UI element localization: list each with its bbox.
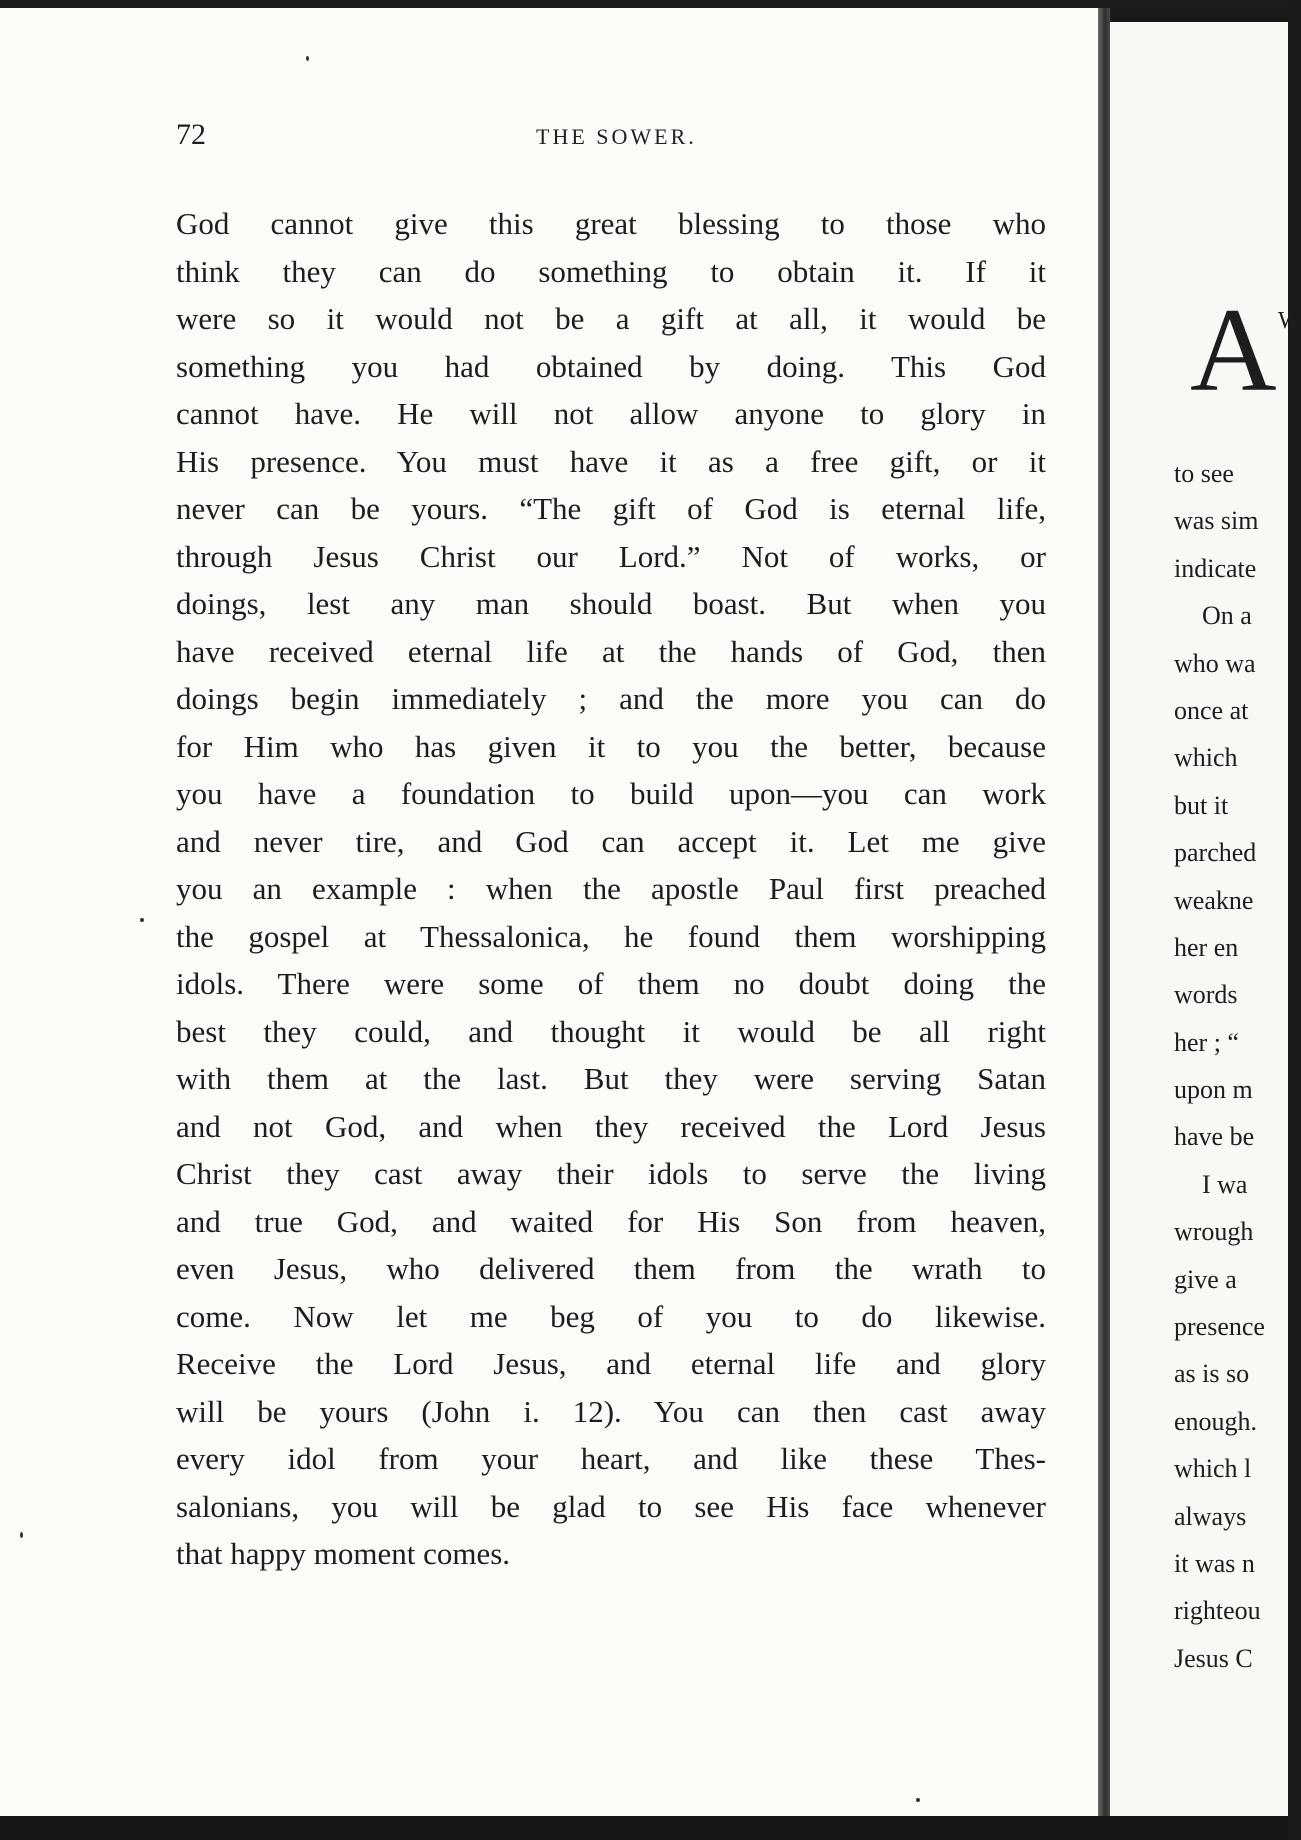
text-line: Receive the Lord Jesus, and eternal life and glory bbox=[176, 1346, 1046, 1381]
text-line: I wa bbox=[1202, 1169, 1248, 1199]
scan-bottom-edge bbox=[0, 1816, 1288, 1840]
text-line: always bbox=[1174, 1501, 1247, 1531]
text-line: His presence. You must have it as a free gift, or it bbox=[176, 443, 1046, 479]
text-line: doings, lest any man should boast. But when you bbox=[176, 586, 1046, 621]
text-line: you have a foundation to build upon—you can work bbox=[176, 776, 1046, 811]
text-line: On a bbox=[1202, 601, 1252, 631]
text-line: idols. There were some of them no doubt doing the bbox=[176, 966, 1046, 1001]
text-line: which l bbox=[1174, 1454, 1252, 1484]
text-line: indicate bbox=[1174, 553, 1257, 583]
book-gutter bbox=[1098, 8, 1110, 1816]
running-head: THE SOWER. bbox=[536, 124, 697, 149]
text-line: were so it would not be a gift at all, it would be bbox=[176, 301, 1046, 336]
text-line: will be yours (John i. 12). You can then cast away bbox=[176, 1393, 1046, 1429]
text-line: have be bbox=[1174, 1122, 1255, 1152]
right-page bbox=[1110, 22, 1301, 1816]
text-line: upon m bbox=[1174, 1075, 1253, 1105]
text-line: her en bbox=[1174, 932, 1239, 962]
text-line: to see bbox=[1174, 459, 1234, 488]
text-line: Jesus C bbox=[1174, 1643, 1253, 1673]
scan-speck bbox=[306, 56, 309, 61]
text-line: and true God, and waited for His Son from heaven, bbox=[176, 1203, 1046, 1239]
text-line: through Jesus Christ our Lord.” Not of works, or bbox=[176, 538, 1046, 574]
text-line: Christ they cast away their idols to serve the living bbox=[176, 1156, 1046, 1191]
scan-speck bbox=[20, 1532, 23, 1538]
right-page-text bbox=[1174, 450, 1265, 1682]
text-line: with them at the last. But they were serving Satan bbox=[176, 1061, 1046, 1096]
text-line: enough. bbox=[1174, 1406, 1258, 1436]
text-line: but it bbox=[1174, 790, 1229, 820]
text-line: every idol from your heart, and like these Thes- bbox=[176, 1441, 1046, 1476]
text-line: come. Now let me beg of you to do likewise. bbox=[176, 1298, 1046, 1334]
text-line: words bbox=[1174, 980, 1238, 1010]
scan-speck bbox=[140, 918, 144, 922]
text-line: cannot have. He will not allow anyone to glory in bbox=[176, 396, 1046, 431]
text-line: was sim bbox=[1174, 506, 1259, 536]
body-text bbox=[176, 200, 1046, 1578]
text-line: and not God, and when they received the Lord Jesus bbox=[176, 1108, 1046, 1144]
text-line: doings begin immediately ; and the more you can do bbox=[176, 681, 1046, 716]
page-number: 72 bbox=[176, 118, 206, 151]
text-line: that happy moment comes. bbox=[176, 1536, 511, 1571]
text-line: and never tire, and God can accept it. Let me give bbox=[176, 823, 1046, 859]
text-line: righteou bbox=[1174, 1596, 1261, 1626]
text-line: have received eternal life at the hands of God, then bbox=[176, 633, 1046, 669]
text-line: for Him who has given it to you the better, because bbox=[176, 728, 1046, 764]
text-line: her ; “ bbox=[1174, 1027, 1239, 1057]
text-line: even Jesus, who delivered them from the wrath to bbox=[176, 1251, 1046, 1286]
text-line: weakne bbox=[1174, 885, 1254, 915]
text-line: something you had obtained by doing. This God bbox=[176, 348, 1046, 384]
text-line: which bbox=[1174, 743, 1238, 773]
text-line: wrough bbox=[1174, 1217, 1254, 1247]
text-line: presence bbox=[1174, 1312, 1265, 1342]
text-line: the gospel at Thessalonica, he found them worshipping bbox=[176, 918, 1046, 954]
text-line: who wa bbox=[1174, 648, 1256, 678]
text-line: salonians, you will be glad to see His face whenever bbox=[176, 1488, 1046, 1524]
drop-cap: A bbox=[1190, 283, 1277, 416]
text-line: it was n bbox=[1174, 1548, 1255, 1578]
text-line: God cannot give this great blessing to those who bbox=[176, 206, 1046, 241]
text-line: best they could, and thought it would be all right bbox=[176, 1013, 1046, 1049]
text-line: you an example : when the apostle Paul first preached bbox=[176, 871, 1046, 906]
text-line: once at bbox=[1174, 695, 1249, 725]
drop-cap-suffix: W bbox=[1278, 308, 1301, 334]
text-line: parched bbox=[1174, 838, 1257, 868]
text-line: think they can do something to obtain it. If it bbox=[176, 253, 1046, 289]
text-line: as is so bbox=[1174, 1359, 1250, 1389]
text-line: never can be yours. “The gift of God is eternal life, bbox=[176, 491, 1046, 526]
scan-speck bbox=[916, 1798, 920, 1802]
text-line: give a bbox=[1174, 1264, 1237, 1294]
